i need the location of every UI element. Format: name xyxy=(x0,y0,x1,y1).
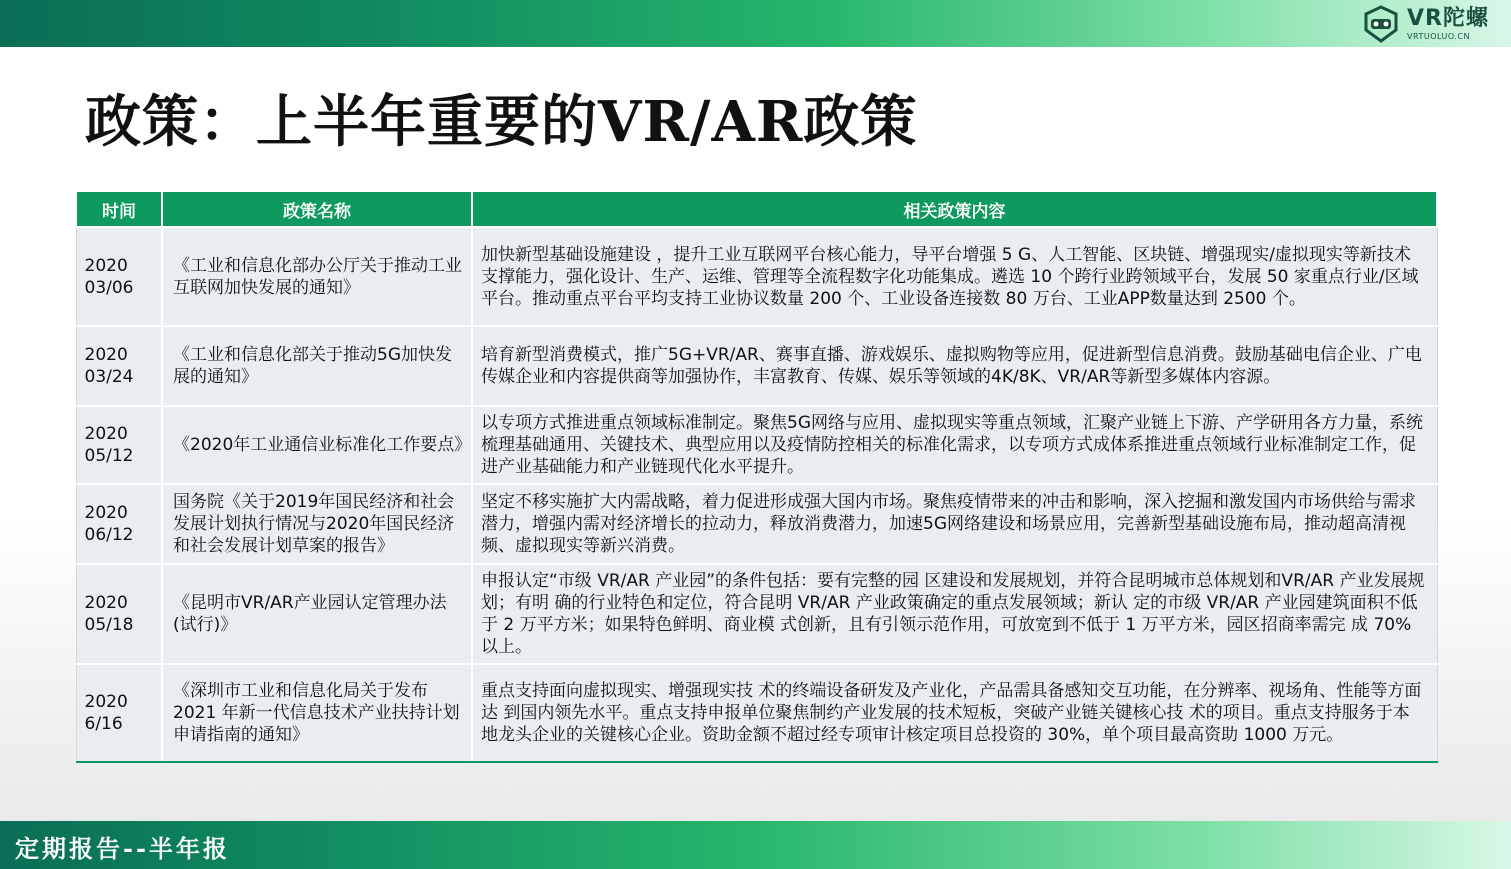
policy-name: 《昆明市VR/AR产业园认定管理办法(试行)》 xyxy=(162,564,472,664)
policy-name: 国务院《关于2019年国民经济和社会发展计划执行情况与2020年国民经济和社会发展计划草案的报告》 xyxy=(162,484,472,564)
date-cell xyxy=(76,664,162,762)
table-row xyxy=(76,326,1437,406)
policy-content: 加快新型基础设施建设 ，提升工业互联网平台核心能力，导平台增强 5 G、人工智能、区块链、增强现实/虚拟现实等新技术支撑能力，强化设计、生产、运维、管理等全流程数字化功能集成。遴选 10 个跨行业跨领域平台，发展 50 家重点行业/区域平台。推动重点平台平均支持工业协议数量 200 个、工业设备连接数 80 万台、工业APP数量达到 2500 个。 xyxy=(472,227,1437,326)
date-year: 2020 xyxy=(84,692,128,712)
table-row xyxy=(76,227,1437,326)
date-cell xyxy=(76,326,162,406)
date-cell xyxy=(76,406,162,484)
policy-content: 培育新型消费模式，推广5G+VR/AR、赛事直播、游戏娱乐、虚拟购物等应用，促进新型信息消费。鼓励基础电信企业、广电传媒企业和内容提供商等加强协作，丰富教育、传媒、娱乐等领域的4K/8K、VR/AR等新型多媒体内容源。 xyxy=(472,326,1437,406)
policy-table xyxy=(75,190,1438,763)
policy-name: 《深圳市工业和信息化局关于发布2021 年新一代信息技术产业扶持计划申请指南的通知》 xyxy=(162,664,472,762)
table-row xyxy=(76,564,1437,664)
footer-label: 定期报告--半年报 xyxy=(15,834,230,863)
vr-headset-icon xyxy=(1361,4,1401,44)
table-row xyxy=(76,484,1437,564)
policy-name: 《工业和信息化部关于推动5G加快发展的通知》 xyxy=(162,326,472,406)
policy-name: 《工业和信息化部办公厅关于推动工业互联网加快发展的通知》 xyxy=(162,227,472,326)
logo-url: VRTUOLUO.CN xyxy=(1407,31,1470,41)
policy-content: 以专项方式推进重点领域标准制定。聚焦5G网络与应用、虚拟现实等重点领域，汇聚产业链上下游、产学研用各方力量，系统梳理基础通用、关键技术、典型应用以及疫情防控相关的标准化需求，以专项方式成体系推进重点领域行业标准制定工作，促进产业基础能力和产业链现代化水平提升。 xyxy=(472,406,1437,484)
date-cell xyxy=(76,484,162,564)
date-cell xyxy=(76,564,162,664)
table-header-row xyxy=(76,191,1437,227)
policy-content: 坚定不移实施扩大内需战略，着力促进形成强大国内市场。聚焦疫情带来的冲击和影响，深入挖掘和激发国内市场供给与需求潜力，增强内需对经济增长的拉动力，释放消费潜力，加速5G网络建设和场景应用，完善新型基础设施布局，推动超高清视频、虚拟现实等新兴消费。 xyxy=(472,484,1437,564)
top-banner xyxy=(0,0,1511,47)
date-year: 2020 xyxy=(84,503,128,523)
date-year: 2020 xyxy=(84,424,128,444)
logo-name: VR陀螺 xyxy=(1407,5,1489,31)
date-month-day: 03/24 xyxy=(84,367,134,387)
date-month-day: 05/12 xyxy=(84,446,134,466)
policy-content: 申报认定“市级 VR/AR 产业园”的条件包括：要有完整的园 区建设和发展规划，并符合昆明城市总体规划和VR/AR 产业发展规划；有明 确的行业特色和定位，符合昆明 VR/AR 产业政策确定的重点发展领域；新认 定的市级 VR/AR 产业园建筑面积不低于 2 万平方米；如果特色鲜明、商业模 式创新，且有引领示范作用，可放宽到不低于 1 万平方米，园区招商率需完 成 70%以上。 xyxy=(472,564,1437,664)
bottom-banner xyxy=(0,821,1511,869)
header-policy-name: 政策名称 xyxy=(162,191,472,227)
date-month-day: 05/18 xyxy=(84,615,134,635)
header-time: 时间 xyxy=(76,191,162,227)
policy-name: 《2020年工业通信业标准化工作要点》 xyxy=(162,406,472,484)
date-year: 2020 xyxy=(84,255,128,276)
brand-logo[interactable] xyxy=(1361,2,1501,46)
table-row xyxy=(76,664,1437,762)
date-cell xyxy=(76,227,162,326)
date-year: 2020 xyxy=(84,345,128,365)
date-month-day: 03/06 xyxy=(84,277,134,298)
date-year: 2020 xyxy=(84,593,128,613)
policy-content: 重点支持面向虚拟现实、增强现实技 术的终端设备研发及产业化，产品需具备感知交互功能，在分辨率、视场角、性能等方面达 到国内领先水平。重点支持申报单位聚焦制约产业发展的技术短板，突破产业链关键核心技 术的项目。重点支持服务于本地龙头企业的关键核心企业。资助金额不超过经专项审计核定项目总投资的 30%，单个项目最高资助 1000 万元。 xyxy=(472,664,1437,762)
header-policy-content: 相关政策内容 xyxy=(472,191,1437,227)
table-row xyxy=(76,406,1437,484)
page-title: 政策：上半年重要的VR/AR政策 xyxy=(85,89,918,155)
date-month-day: 06/12 xyxy=(84,525,134,545)
date-month-day: 6/16 xyxy=(84,714,123,734)
